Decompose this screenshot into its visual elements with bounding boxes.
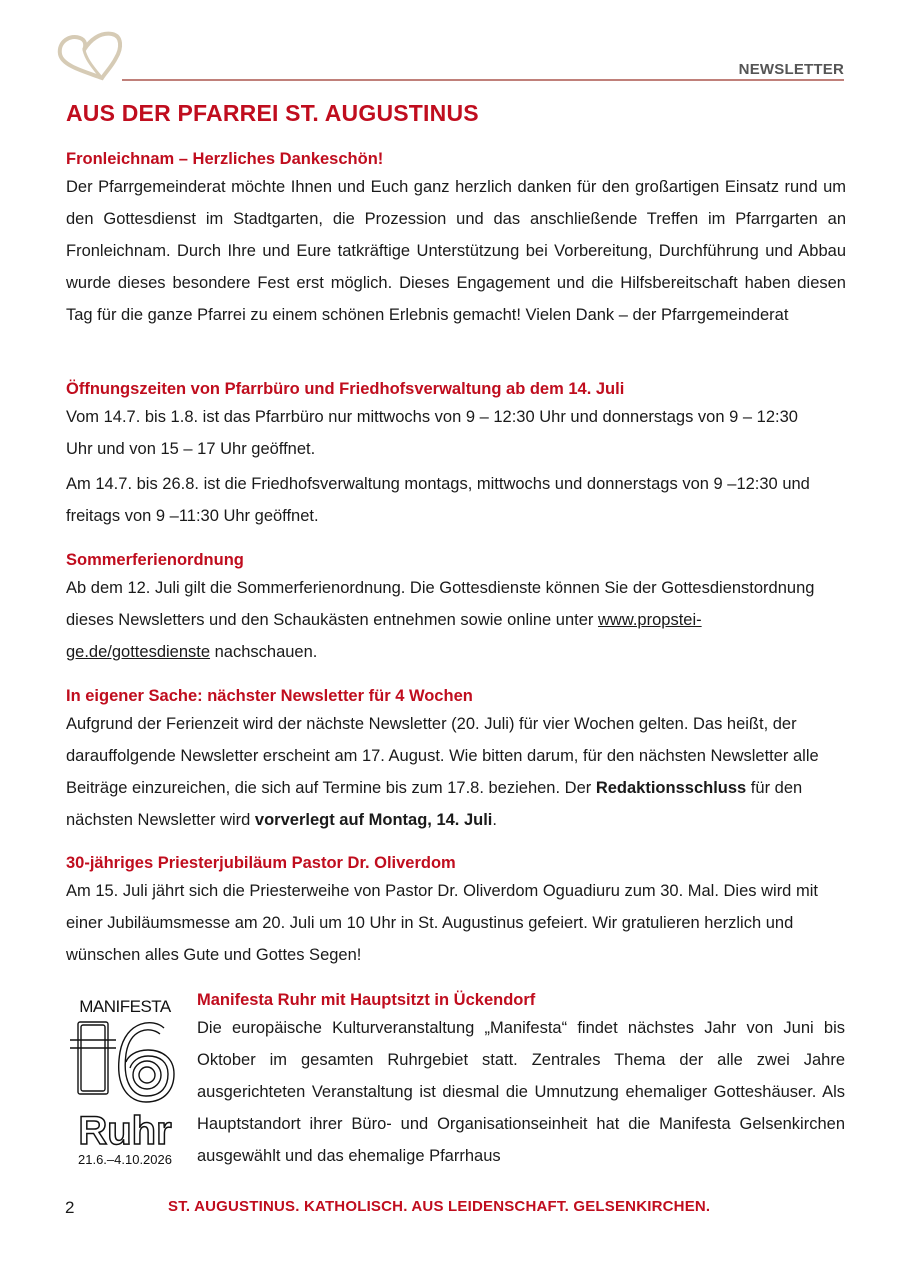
section-heading: In eigener Sache: nächster Newsletter für 4 Wochen <box>66 687 473 705</box>
section-paragraph: Am 15. Juli jährt sich die Priesterweihe von Pastor Dr. Oliverdom Oguadiuru zum 30. Mal. Dies wird mit einer Jubiläumsmesse am 20. Juli um 10 Uhr in St. Augustinus gefeiert. Wir gratulieren herzlich und wünschen alles Gute und Gottes Segen! <box>66 882 818 964</box>
section-paragraph <box>66 572 821 668</box>
paragraph-text: . <box>492 811 497 829</box>
section-paragraph: Die europäische Kulturveranstaltung „Manifesta“ findet nächstes Jahr von Juni bis Oktober im gesamten Ruhrgebiet statt. Zentrales Thema der alle zwei Jahre ausgerichteten Veranstaltung ist diesmal die Umnutzung ehemaliger Gotteshäuser. Als Hauptstandort ihrer Büro- und Organisationseinheit hat die Manifesta Gelsenkirchen ausgewählt und das ehemalige Pfarrhaus <box>197 1019 845 1165</box>
manifesta-logo-top-text: MANIFESTA <box>79 997 171 1016</box>
paragraph-text: Aufgrund der Ferienzeit wird der nächste Newsletter (20. Juli) für vier Wochen gelten. Das heißt, der darauffolgende Newsletter erscheint am 17. August. Wie bitten darum, für den nächsten Newsletter alle Beiträge einzureichen, die sich auf Termine bis zum 17.8. beziehen. <box>66 715 819 797</box>
section-fronleichnam <box>66 147 846 331</box>
section-heading: Öffnungszeiten von Pfarrbüro und Friedhofsverwaltung ab dem 14. Juli <box>66 380 625 398</box>
section-heading: 30-jähriges Priesterjubiläum Pastor Dr. Oliverdom <box>66 854 456 872</box>
section-paragraph: Am 14.7. bis 26.8. ist die Friedhofsverwaltung montags, mittwochs und donnerstags von 9 –12:30 und freitags von 9 –11:30 Uhr geöffnet. <box>66 475 810 525</box>
section-priest-jubilee <box>66 851 846 971</box>
deadline-label: Redaktionsschluss <box>595 779 747 797</box>
manifesta-logo-dates: 21.6.–4.10.2026 <box>78 1152 172 1167</box>
section-paragraph: Der Pfarrgemeinderat möchte Ihnen und Euch ganz herzlich danken für den großartigen Einsatz rund um den Gottesdienst im Stadtgarten, die Prozession und das anschließende Treffen im Pfarrgarten an Fronleichnam. Durch Ihre und Eure tatkräftige Unterstützung bei Vorbereitung, Durchführung und Abbau wurde dieses besondere Fest erst möglich. Dieses Engagement und die Hilfsbereitschaft haben diesen Tag für die ganze Pfarrei zu einem schönen Erlebnis gemacht! Vielen Dank – der Pfarrgemeinderat <box>66 178 846 324</box>
section-paragraph <box>66 708 846 836</box>
heart-logo-icon <box>56 28 124 82</box>
section-heading: Fronleichnam – Herzliches Dankeschön! <box>66 150 384 168</box>
header-label: NEWSLETTER <box>738 61 844 78</box>
paragraph-text: nachschauen. <box>210 643 318 661</box>
deadline-date: vorverlegt auf Montag, 14. Juli <box>254 811 493 829</box>
paragraph-text: Ab dem 12. Juli gilt die Sommerferienordnung. Die Gottesdienste können Sie der Gottesdienstordnung dieses Newsletters und den Schaukästen entnehmen sowie online unter <box>66 579 815 629</box>
section-manifesta <box>197 988 857 1172</box>
manifesta-logo-region: Ruhr <box>78 1109 172 1153</box>
manifesta-logo <box>66 992 184 1168</box>
section-heading: Sommerferienordnung <box>66 551 244 569</box>
section-summer-schedule <box>66 548 846 668</box>
page-number: 2 <box>65 1198 75 1217</box>
footer-slogan: ST. AUGUSTINUS. KATHOLISCH. AUS LEIDENSCHAFT. GELSENKIRCHEN. <box>168 1198 711 1215</box>
section-office-hours <box>66 377 846 532</box>
page-title: AUS DER PFARREI ST. AUGUSTINUS <box>66 100 479 126</box>
gottesdienste-link[interactable]: www.propstei-ge.de/gottesdienste <box>66 611 702 661</box>
paragraph-text: Der <box>564 779 596 797</box>
section-heading: Manifesta Ruhr mit Hauptsitzt in Ückendorf <box>197 991 536 1009</box>
paragraph-text: für den nächsten Newsletter wird <box>66 779 803 829</box>
section-newsletter-notice <box>66 684 846 836</box>
section-paragraph: Vom 14.7. bis 1.8. ist das Pfarrbüro nur mittwochs von 9 – 12:30 Uhr und donnerstags von 9 – 12:30 Uhr und von 15 – 17 Uhr geöffnet. <box>66 408 798 458</box>
header-divider <box>122 79 844 81</box>
